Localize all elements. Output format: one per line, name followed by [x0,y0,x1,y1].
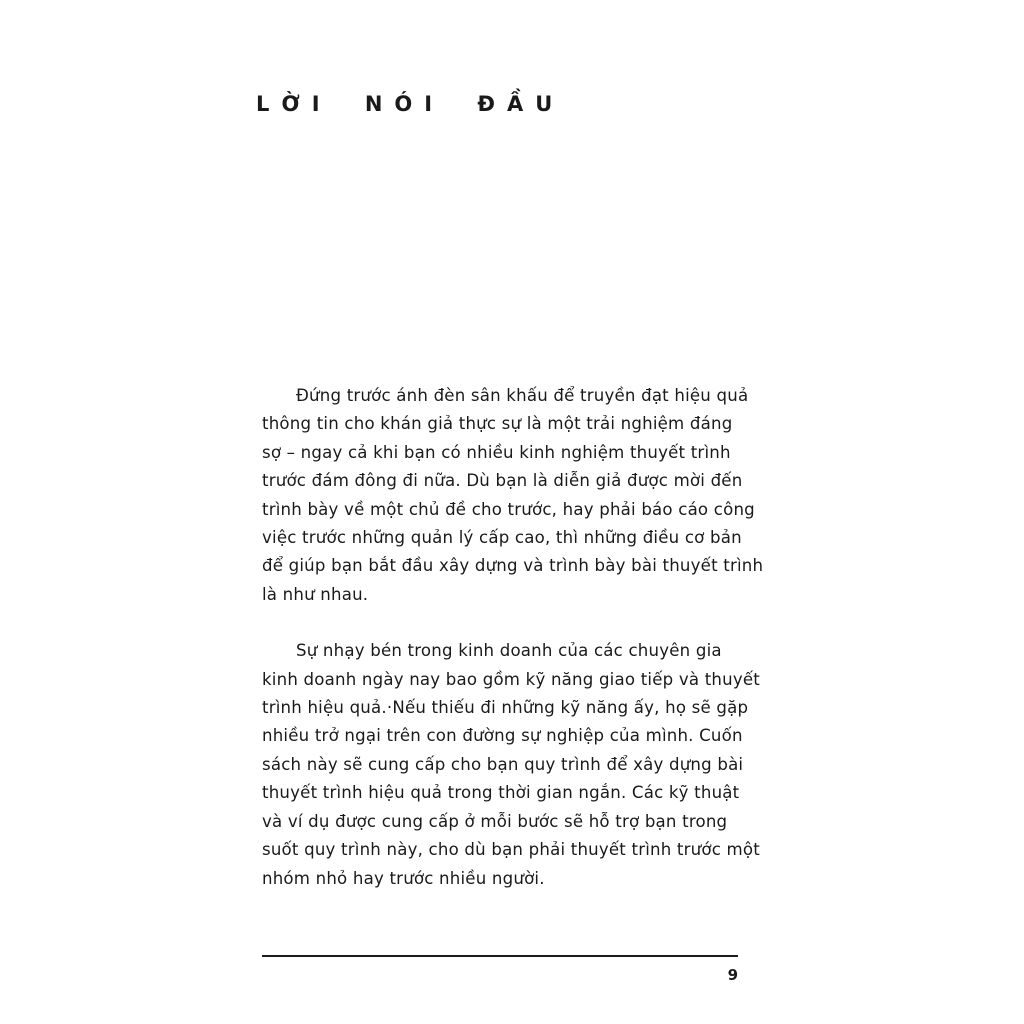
text-line: là như nhau. [262,584,369,604]
text-line: và ví dụ được cung cấp ở mỗi bước sẽ hỗ trợ bạn trong [262,811,728,831]
text-line: suốt quy trình này, cho dù bạn phải thuyết trình trước một [262,840,760,860]
text-line: việc trước những quản lý cấp cao, thì những điều cơ bản [262,528,742,548]
footer-divider [262,955,738,957]
text-line: để giúp bạn bắt đầu xây dựng và trình bày bài thuyết trình [262,556,764,576]
text-line: kinh doanh ngày nay bao gồm kỹ năng giao tiếp và thuyết [262,669,760,689]
text-line: trình bày về một chủ đề cho trước, hay phải báo cáo công [262,499,755,519]
text-line: sách này sẽ cung cấp cho bạn quy trình để xây dựng bài [262,754,744,774]
text-line: trình hiệu quả.·Nếu thiếu đi những kỹ năng ấy, họ sẽ gặp [262,698,749,718]
chapter-title: LỜI NÓI ĐẦU [256,92,565,116]
paragraph-2 [262,637,760,893]
text-line: thông tin cho khán giả thực sự là một trải nghiệm đáng [262,414,733,434]
text-line: Sự nhạy bén trong kinh doanh của các chuyên gia [296,641,722,661]
paragraph-1 [262,382,764,609]
text-line: nhóm nhỏ hay trước nhiều người. [262,868,545,888]
text-line: trước đám đông đi nữa. Dù bạn là diễn giả được mời đến [262,471,743,491]
body-text [262,382,764,921]
text-line: nhiều trở ngại trên con đường sự nghiệp của mình. Cuốn [262,726,743,746]
text-line: Đứng trước ánh đèn sân khấu để truyền đạt hiệu quả [296,386,749,405]
page-number: 9 [727,966,738,984]
text-line: sợ – ngay cả khi bạn có nhiều kinh nghiệm thuyết trình [262,442,731,462]
text-line: thuyết trình hiệu quả trong thời gian ngắn. Các kỹ thuật [262,783,740,803]
